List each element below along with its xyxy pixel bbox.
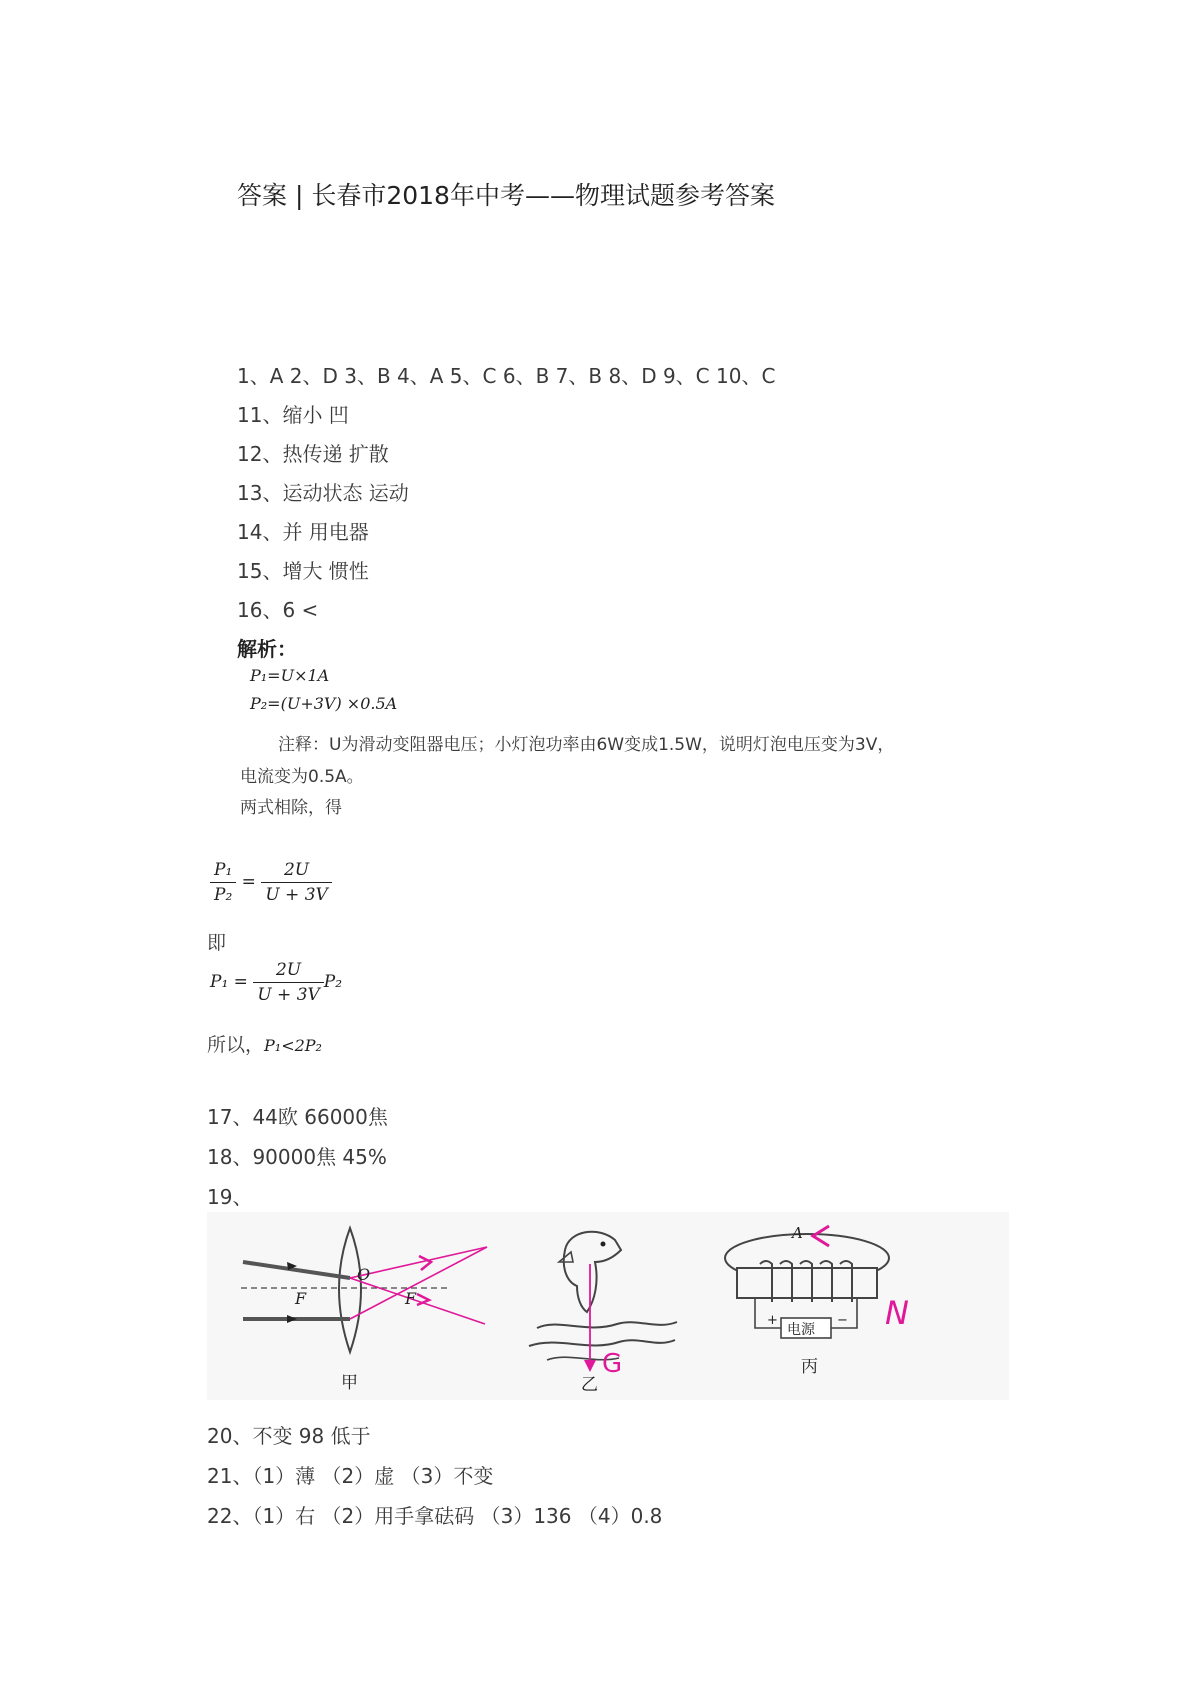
caption-yi: 乙 bbox=[581, 1375, 598, 1395]
label-plus: + bbox=[767, 1313, 778, 1328]
p1-equation-left: P₁ = bbox=[210, 972, 248, 992]
gravity-arrowhead bbox=[584, 1360, 596, 1372]
ratio-right-fraction bbox=[261, 860, 331, 905]
analysis-heading: 解析： bbox=[237, 637, 297, 661]
equals-sign: = bbox=[241, 872, 256, 892]
page-title: 答案 | 长春市2018年中考——物理试题参考答案 bbox=[237, 181, 775, 210]
incident-ray-top bbox=[243, 1262, 350, 1278]
ratio-left-numerator: P₁ bbox=[210, 860, 236, 883]
label-F-right: F bbox=[405, 1289, 417, 1308]
answer-22: 22、（1）右 （2）用手拿砝码 （3）136 （4）0.8 bbox=[207, 1504, 663, 1528]
answer-17: 17、44欧 66000焦 bbox=[207, 1105, 388, 1129]
answers-1-10: 1、A 2、D 3、B 4、A 5、C 6、B 7、B 8、D 9、C 10、C bbox=[237, 364, 776, 388]
p1-equation-fraction bbox=[253, 960, 323, 1005]
dolphin-fin bbox=[559, 1252, 573, 1262]
ray-arrow-bottom bbox=[287, 1315, 297, 1323]
pink-arrow-1 bbox=[419, 1256, 431, 1270]
answer-12: 12、热传递 扩散 bbox=[237, 442, 389, 466]
analysis-note-line1: 注释：U为滑动变阻器电压；小灯泡功率由6W变成1.5W，说明灯泡电压变为3V， bbox=[278, 735, 895, 755]
refracted-ray-bottom bbox=[350, 1247, 487, 1319]
water-wave-2 bbox=[529, 1340, 675, 1346]
label-A: A bbox=[792, 1224, 803, 1242]
answer-15: 15、增大 惯性 bbox=[237, 559, 369, 583]
conclusion bbox=[207, 1030, 322, 1057]
dolphin-eye bbox=[601, 1242, 606, 1247]
p1-equation-numerator: 2U bbox=[253, 960, 323, 983]
refracted-ray-through-focus bbox=[350, 1278, 485, 1324]
answer-13: 13、运动状态 运动 bbox=[237, 481, 409, 505]
convex-lens bbox=[339, 1228, 361, 1352]
answer-14: 14、并 用电器 bbox=[237, 520, 369, 544]
ratio-left-fraction bbox=[210, 860, 236, 905]
label-G: G bbox=[602, 1349, 623, 1379]
answer-21: 21、（1）薄 （2）虚 （3）不变 bbox=[207, 1464, 494, 1488]
conclusion-prefix: 所以， bbox=[207, 1034, 265, 1056]
conclusion-formula: P₁<2P₂ bbox=[264, 1036, 322, 1055]
label-F-left: F bbox=[295, 1289, 307, 1308]
answer-20: 20、不变 98 低于 bbox=[207, 1424, 371, 1448]
ji-text: 即 bbox=[207, 932, 227, 954]
iron-core bbox=[737, 1268, 877, 1298]
equation-p1: P₁=U×1A bbox=[250, 666, 330, 685]
dolphin-outline bbox=[564, 1232, 621, 1312]
water-wave-1 bbox=[537, 1322, 677, 1328]
analysis-divide-text: 两式相除，得 bbox=[240, 798, 342, 818]
ratio-left-denominator: P₂ bbox=[214, 885, 233, 905]
p1-equation-tail: P₂ bbox=[323, 972, 343, 992]
label-O: O bbox=[357, 1265, 371, 1284]
ratio-equation bbox=[210, 860, 332, 905]
p1-equation bbox=[210, 960, 342, 1005]
answer-11: 11、缩小 凹 bbox=[237, 403, 349, 427]
equation-p2: P₂=(U+3V) ×0.5A bbox=[250, 694, 398, 713]
answer-16: 16、6 < bbox=[237, 598, 319, 622]
label-minus: − bbox=[837, 1313, 848, 1328]
ratio-right-denominator: U + 3V bbox=[265, 885, 328, 905]
ratio-right-numerator: 2U bbox=[261, 860, 331, 883]
refracted-ray-top bbox=[350, 1247, 487, 1278]
label-N: N bbox=[885, 1294, 909, 1332]
answer-18: 18、90000焦 45% bbox=[207, 1145, 387, 1169]
label-power-source: 电源 bbox=[787, 1322, 815, 1338]
pink-arrow-2 bbox=[417, 1294, 429, 1305]
p1-equation-denominator: U + 3V bbox=[257, 985, 320, 1005]
caption-bing: 丙 bbox=[801, 1357, 818, 1377]
answer-19: 19、 bbox=[207, 1185, 253, 1209]
field-direction-arrow bbox=[813, 1226, 829, 1246]
answer-19-figure bbox=[207, 1212, 1009, 1400]
caption-jia: 甲 bbox=[341, 1373, 358, 1393]
analysis-note-line2: 电流变为0.5A。 bbox=[240, 767, 364, 787]
figure-svg bbox=[207, 1212, 1009, 1400]
